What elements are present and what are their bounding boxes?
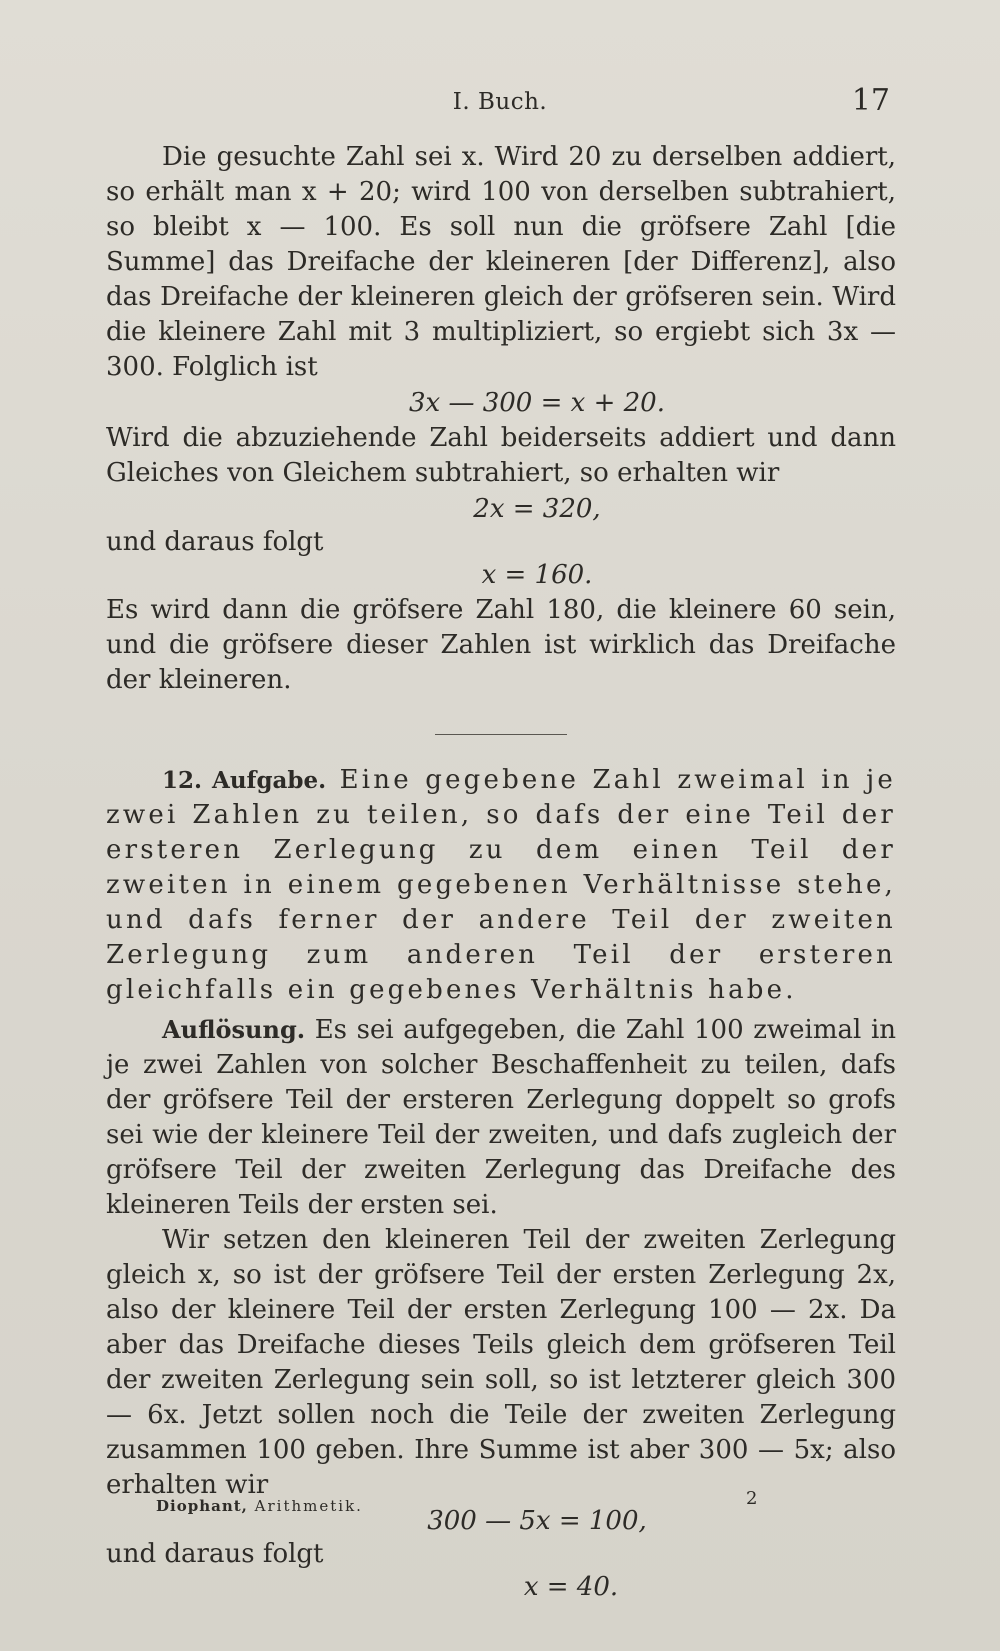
page-content — [106, 140, 896, 1605]
task-text: Eine gegebene Zahl zweimal in je zwei Zahlen zu teilen, so dafs der eine Teil der ersteren Zerlegung zu dem einen Teil der zweiten in einem gegebenen Verhältnisse stehe, und dafs ferner der andere Teil der zweiten Zerlegung zum anderen Teil der ersteren gleichfalls ein gegebenes Verhältnis habe. — [106, 765, 896, 1005]
task-12 — [106, 763, 896, 1008]
equation-1: 3x — 300 = x + 20. — [408, 388, 665, 418]
section-divider — [435, 734, 567, 735]
footer-author: Diophant, — [156, 1497, 248, 1515]
follows-text-2: und daraus folgt — [106, 1539, 324, 1569]
paragraph-derivation: Wir setzen den kleineren Teil der zweiten Zerlegung gleich x, so ist der gröfsere Teil der ersten Zerlegung 2x, also der kleinere Teil der ersten Zerlegung 100 — 2x. Da aber das Dreifache dieses Teils gleich dem gröfseren Teil der zweiten Zerlegung sein soll, so ist letzterer gleich 300 — 6x. Jetzt sollen noch die Teile der zweiten Zerlegung zusammen 100 geben. Ihre Summe ist aber 300 — 5x; also erhalten wir — [106, 1225, 896, 1500]
task-label: 12. Aufgabe. — [162, 767, 327, 794]
running-title: I. Buch. — [452, 89, 548, 115]
paragraph-result: Es wird dann die gröfsere Zahl 180, die kleinere 60 sein, und die gröfsere dieser Zahlen ist wirklich das Dreifache der kleineren. — [106, 595, 896, 695]
solution-label: Auflösung. — [162, 1015, 306, 1044]
equation-3: x = 160. — [481, 560, 593, 590]
paragraph-setup: Die gesuchte Zahl sei x. Wird 20 zu derselben addiert, so erhält man x + 20; wird 100 von derselben subtrahiert, so bleibt x — 100. Es soll nun die gröfsere Zahl [die Summe] das Dreifache der kleineren [der Differenz], also das Dreifache der kleineren gleich der gröfseren sein. Wird die kleinere Zahl mit 3 multipliziert, so ergiebt sich 3x — 300. Folglich ist — [106, 142, 896, 382]
signature-mark: 2 — [746, 1488, 758, 1509]
equation-4: 300 — 5x = 100, — [427, 1506, 647, 1536]
solution-paragraph — [106, 1012, 896, 1223]
solution-text: Es sei aufgegeben, die Zahl 100 zweimal in je zwei Zahlen von solcher Beschaffenheit zu teilen, dafs der gröfsere Teil der ersteren Zerlegung doppelt so grofs sei wie der kleinere Teil der zweiten, und dafs zugleich der gröfsere Teil der zweiten Zerlegung das Dreifache des kleineren Teils der ersten sei. — [106, 1015, 896, 1220]
follows-text-1: und daraus folgt — [106, 527, 324, 557]
paragraph-subtraction: Wird die abzuziehende Zahl beiderseits addiert und dann Gleiches von Gleichem subtrahiert, so erhalten wir — [106, 423, 896, 488]
page-number: 17 — [851, 83, 890, 118]
footer-imprint — [156, 1497, 363, 1515]
equation-2: 2x = 320, — [473, 494, 601, 524]
footer-title: Arithmetik. — [254, 1497, 363, 1515]
equation-5: x = 40. — [523, 1572, 619, 1602]
